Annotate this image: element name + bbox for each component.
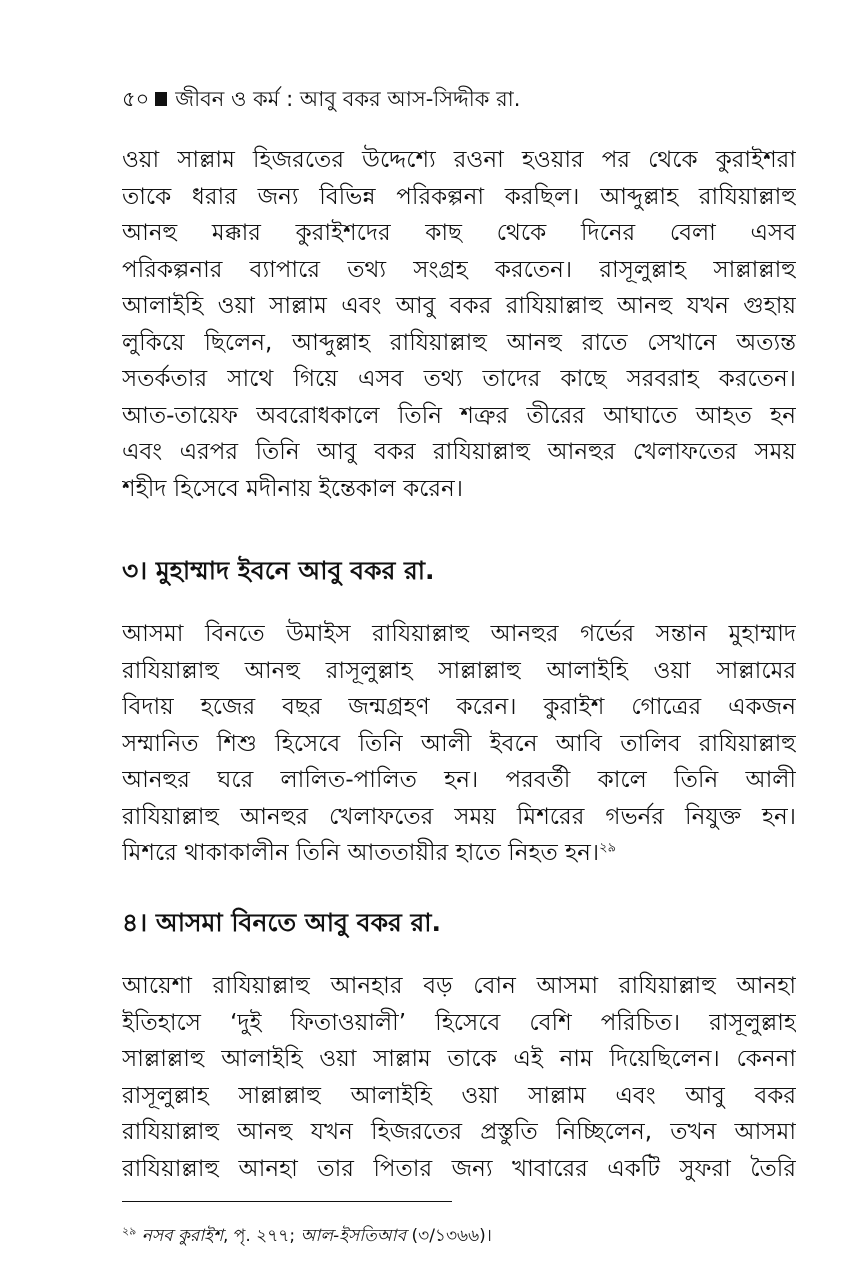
text-line: আত-তায়েফ অবরোধকালে তিনি শত্রুর তীরের আঘাতে আহত হন (122, 402, 796, 429)
footnote-divider (122, 1201, 452, 1202)
footnote (122, 1224, 802, 1248)
text-line: তাকে ধরার জন্য বিভিন্ন পরিকল্পনা করছিল। আব্দুল্লাহ রাযিয়াল্লাহু (122, 183, 796, 210)
text-line: সতর্কতার সাথে গিয়ে এসব তথ্য তাদের কাছে সরবরাহ করতেন। (122, 366, 796, 392)
footnote-reference: ২৯ (599, 840, 617, 856)
text-line-content: মিশরে থাকাকালীন তিনি আততায়ীর হাতে নিহত হন। (122, 840, 600, 866)
footnote-page-ref: , পৃ. ২৭৭; (223, 1226, 301, 1246)
text-line: আনহুর ঘরে লালিত-পালিত হন। পরবর্তী কালে তিনি আলী (122, 767, 796, 793)
text-line: এবং এরপর তিনি আবু বকর রাযিয়াল্লাহু আনহুর খেলাফতের সময় (122, 439, 796, 465)
paragraph-abdullah (122, 142, 796, 507)
text-line: পরিকল্পনার ব্যাপারে তথ্য সংগ্রহ করতেন। রাসূলুল্লাহ সাল্লাল্লাহু (122, 256, 796, 283)
footnote-ref-2: (৩/১৩৬৬)। (406, 1226, 492, 1246)
text-line: সম্মানিত শিশু হিসেবে তিনি আলী ইবনে আবি তালিব রাযিয়াল্লাহু (122, 730, 796, 757)
text-line: রাযিয়াল্লাহু আনহু রাসূলুল্লাহ সাল্লাল্লাহু আলাইহি ওয়া সাল্লামের (122, 657, 796, 684)
paragraph-asma (122, 968, 796, 1187)
text-line: ইতিহাসে ‘দুই ফিতাওয়ালী’ হিসেবে বেশি পরিচিত। রাসূলুল্লাহ (122, 1009, 796, 1036)
text-line: রাযিয়াল্লাহু আনহা তার পিতার জন্য খাবারের একটি সুফরা তৈরি (122, 1155, 796, 1182)
text-line: ওয়া সাল্লাম হিজরতের উদ্দেশ্যে রওনা হওয়ার পর থেকে কুরাইশরা (122, 147, 796, 173)
text-line: সাল্লাল্লাহু আলাইহি ওয়া সাল্লাম তাকে এই নাম দিয়েছিলেন। কেননা (122, 1046, 796, 1072)
footnote-source-1: নসব কুরাইশ (141, 1226, 224, 1246)
text-line: রাসূলুল্লাহ সাল্লাল্লাহু আলাইহি ওয়া সাল্লাম এবং আবু বকর (122, 1082, 796, 1109)
text-line: লুকিয়ে ছিলেন, আব্দুল্লাহ রাযিয়াল্লাহু আনহু রাতে সেখানে অত্যন্ত (122, 329, 796, 356)
text-line: রাযিয়াল্লাহু আনহু যখন হিজরতের প্রস্তুতি নিচ্ছিলেন, তখন আসমা (122, 1119, 796, 1145)
text-line: আয়েশা রাযিয়াল্লাহু আনহার বড় বোন আসমা রাযিয়াল্লাহু আনহা (122, 973, 796, 999)
page-number: ৫০ (122, 87, 150, 111)
square-bullet-icon (155, 92, 167, 106)
paragraph-muhammad (122, 616, 796, 872)
text-line: শহীদ হিসেবে মদীনায় ইন্তেকাল করেন। (122, 475, 464, 502)
text-line (122, 835, 796, 872)
section-heading-muhammad: ৩। মুহাম্মাদ ইবনে আবু বকর রা. (122, 556, 435, 585)
text-line: বিদায় হজের বছর জন্মগ্রহণ করেন। কুরাইশ গোত্রের একজন (122, 694, 796, 720)
text-line: আনহু মক্কার কুরাইশদের কাছ থেকে দিনের বেলা এসব (122, 220, 796, 246)
section-heading-asma: ৪। আসমা বিনতে আবু বকর রা. (122, 908, 442, 937)
book-title: জীবন ও কর্ম : আবু বকর আস-সিদ্দীক রা. (175, 87, 521, 111)
footnote-source-2: আল-ইসতিআব (300, 1226, 407, 1246)
text-line: আসমা বিনতে উমাইস রাযিয়াল্লাহু আনহুর গর্ভের সন্তান মুহাম্মাদ (122, 621, 796, 647)
running-header (122, 84, 802, 114)
text-line: রাযিয়াল্লাহু আনহুর খেলাফতের সময় মিশরের গভর্নর নিযুক্ত হন। (122, 803, 796, 830)
text-line: আলাইহি ওয়া সাল্লাম এবং আবু বকর রাযিয়াল্লাহু আনহু যখন গুহায় (122, 293, 796, 319)
footnote-number: ২৯ (122, 1224, 137, 1238)
